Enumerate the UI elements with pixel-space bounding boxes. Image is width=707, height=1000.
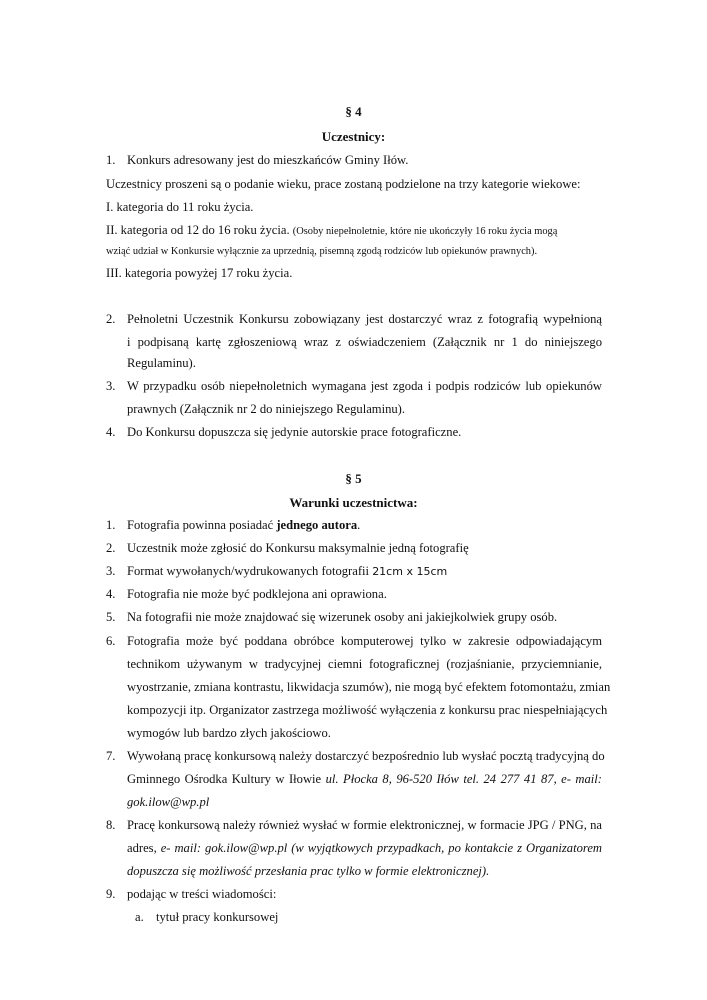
list-text: wymogów lub bardzo złych jakościowo. [127, 726, 331, 740]
list-number: 3. [106, 379, 116, 393]
section-4-number: § 4 [345, 104, 362, 119]
list-text: Konkurs adresowany jest do mieszkańców Gminy Iłów. [127, 153, 409, 167]
category-2-note: (Osoby niepełnoletnie, które nie ukończyły 16 roku życia mogą [292, 226, 558, 237]
list-text: Pełnoletni Uczestnik Konkursu zobowiązany jest dostarczyć wraz z fotografią wypełnioną [127, 312, 602, 326]
list-number: 4. [106, 587, 116, 601]
list-text: podając w treści wiadomości: [127, 887, 277, 901]
format-size: 21cm x 15cm [372, 565, 448, 578]
list-text: Fotografia nie może być podklejona ani oprawiona. [127, 587, 387, 601]
email-note: e- mail: gok.ilow@wp.pl (w wyjątkowych przypadkach, po kontakcie z Organizatorem [160, 841, 602, 855]
list-text: Format wywołanych/wydrukowanych fotografii 21cm x 15cm [127, 564, 448, 578]
category-2-main: II. kategoria od 12 do 16 roku życia. [106, 223, 290, 237]
list-text: Do Konkursu dopuszcza się jedynie autorskie prace fotograficzne. [127, 425, 462, 439]
list-text: Gminnego Ośrodka Kultury w Iłowie ul. Płocka 8, 96-520 Iłów tel. 24 277 41 87, e- mail: [127, 772, 602, 786]
list-number: 6. [106, 634, 116, 648]
email-text: gok.ilow@wp.pl [127, 795, 210, 809]
section-5-title: Warunki uczestnictwa: [289, 495, 418, 510]
list-text: Pracę konkursową należy również wysłać w formie elektronicznej, w formacie JPG / PNG, na [127, 818, 602, 832]
address-text: ul. Płocka 8, 96-520 Iłów tel. 24 277 41 87, e- mail: [325, 772, 602, 786]
list-text: technikom używanym w tradycyjnej ciemni fotograficznej (rozjaśnianie, przyciemnianie, [127, 657, 602, 671]
section-4-title: Uczestnicy: [321, 129, 386, 144]
list-text: Regulaminu). [127, 356, 196, 370]
section-5-number: § 5 [345, 471, 362, 486]
list-text: prawnych (Załącznik nr 2 do niniejszego Regulaminu). [127, 402, 406, 416]
list-text: Wywołaną pracę konkursową należy dostarczyć bezpośrednio lub wysłać pocztą tradycyjną do [127, 749, 605, 763]
category-2-note-cont: wziąć udział w Konkursie wyłącznie za uprzednią, pisemną zgodą rodziców lub opiekunów prawnych). [106, 246, 538, 257]
sub-list-text: tytuł pracy konkursowej [156, 910, 279, 924]
list-number: 2. [106, 312, 116, 326]
list-number: 1. [106, 518, 116, 532]
list-number: 4. [106, 425, 116, 439]
list-text: Na fotografii nie może znajdować się wizerunek osoby ani jakiejkolwiek grupy osób. [127, 610, 558, 624]
list-text: Fotografia powinna posiadać jednego autora. [127, 518, 361, 532]
list-text: kompozycji itp. Organizator zastrzega możliwość wyłączenia z konkursu prac niespełniających [127, 703, 608, 717]
list-text: i podpisaną kartę zgłoszeniową wraz z oświadczeniem (Załącznik nr 1 do niniejszego [127, 335, 602, 349]
list-text: Fotografia może być poddana obróbce komputerowej tylko w zakresie odpowiadającym [127, 634, 602, 648]
category-1: I. kategoria do 11 roku życia. [106, 200, 254, 214]
category-2 [106, 223, 557, 238]
list-number: 3. [106, 564, 116, 578]
list-number: 9. [106, 887, 116, 901]
list-number: 7. [106, 749, 116, 763]
list-text: Uczestnik może zgłosić do Konkursu maksymalnie jedną fotografię [127, 541, 469, 555]
list-number: 1. [106, 153, 116, 167]
list-number: 5. [106, 610, 116, 624]
list-text: adres, e- mail: gok.ilow@wp.pl (w wyjątkowych przypadkach, po kontakcie z Organizatorem [127, 841, 602, 855]
list-text: W przypadku osób niepełnoletnich wymagana jest zgoda i podpis rodziców lub opiekunów [127, 379, 602, 393]
list-text: dopuszcza się możliwość przesłania prac tylko w formie elektronicznej). [127, 864, 490, 878]
sub-list-letter: a. [135, 910, 144, 924]
paragraph-age: Uczestnicy proszeni są o podanie wieku, prace zostaną podzielone na trzy kategorie wiekowe: [106, 177, 581, 191]
list-number: 2. [106, 541, 116, 555]
list-number: 8. [106, 818, 116, 832]
category-3: III. kategoria powyżej 17 roku życia. [106, 266, 293, 280]
list-text: wyostrzanie, zmiana kontrastu, likwidacja szumów), nie mogą być efektem fotomontażu, zmian [127, 680, 611, 694]
bold-text: jednego autora [276, 518, 358, 532]
